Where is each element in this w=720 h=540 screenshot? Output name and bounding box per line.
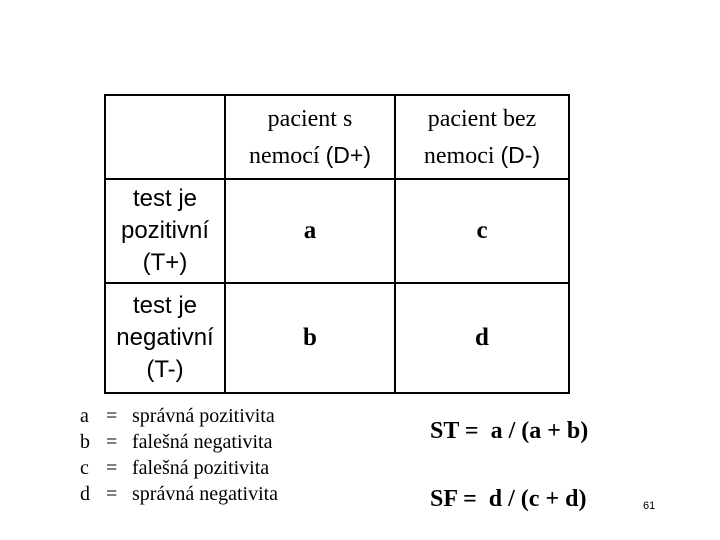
row-label-positive xyxy=(106,180,224,282)
header-with-disease-line1: pacient s xyxy=(267,105,353,132)
legend-item: a = správná pozitivita xyxy=(80,405,275,427)
row-label-negative-line3: (T-) xyxy=(146,356,184,383)
formula-false-positive: SF = d / (c + d) xyxy=(430,486,587,512)
page-number: 61 xyxy=(643,500,656,512)
legend-item: b = falešná negativita xyxy=(80,431,273,453)
header-with-disease-line2: nemocí (D+) xyxy=(248,141,371,169)
header-without-disease xyxy=(396,96,568,178)
cell-b: b xyxy=(303,324,317,351)
cell-a: a xyxy=(303,217,317,244)
table-border-right xyxy=(568,94,570,394)
header-without-disease-line1: pacient bez xyxy=(427,105,537,132)
formula-sensitivity: ST = a / (a + b) xyxy=(430,418,589,444)
header-with-disease xyxy=(226,96,394,178)
row-label-negative-line2: negativní xyxy=(116,324,214,351)
header-without-disease-line2: nemoci (D-) xyxy=(423,141,541,169)
legend xyxy=(80,403,340,507)
row-label-negative-line1: test je xyxy=(132,292,198,319)
row-label-positive-line1: test je xyxy=(132,185,197,212)
row-label-positive-line2: pozitivní xyxy=(120,217,210,244)
contingency-table xyxy=(104,94,570,394)
cell-d: d xyxy=(475,324,489,351)
table-border-bottom xyxy=(104,392,570,394)
row-label-negative xyxy=(106,284,224,392)
legend-item: c = falešná pozitivita xyxy=(80,457,270,479)
legend-item: d = správná negativita xyxy=(80,483,279,505)
row-label-positive-line3: (T+) xyxy=(142,249,188,276)
cell-c: c xyxy=(476,217,488,244)
